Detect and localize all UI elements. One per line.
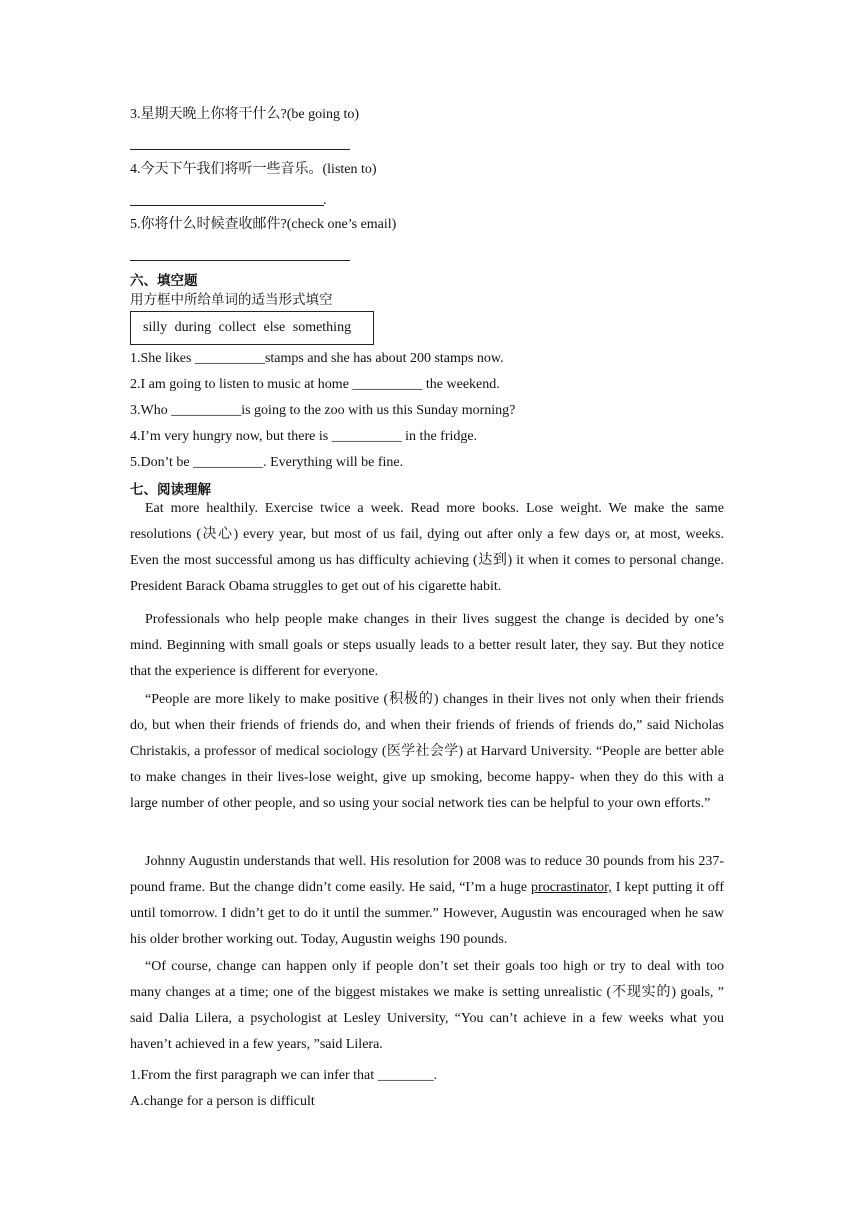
fill-item-1: 1.She likes __________stamps and she has about 200 stamps now. (130, 351, 504, 366)
fill-item-2: 2.I am going to listen to music at home __________ the weekend. (130, 377, 500, 392)
fill-item-3: 3.Who __________is going to the zoo with us this Sunday morning? (130, 403, 516, 418)
paragraph-4-after: I kept putting it off until tomorrow. I didn’t get to do it until the summer.” However, Augustin was encouraged when he saw his older brother working out. Today, Augustin weighs 190 pounds. (130, 880, 724, 947)
reading-paragraph-3: “People are more likely to make positive (积极的) changes in their lives not only when their friends do, but when their friends of friends do, and when their friends of friends of friends do,” said Nicholas Christakis, a professor of medical sociology (医学社会学) at Harvard University. “People are better able to make changes in their lives-lose weight, give up smoking, become happy- when they do this with a large number of other people, and so using your social network ties can be helpful to your own efforts.” (130, 692, 724, 811)
reading-paragraph-1: Eat more healthily. Exercise twice a week. Read more books. Lose weight. We make the same resolutions (决心) every year, but most of us fail, dying out after only a few days or, at most, weeks. Even the most successful among us has difficulty achieving (达到) it when it comes to personal change. President Barack Obama struggles to get out of his cigarette habit. (130, 501, 724, 594)
fill-item-4: 4.I’m very hungry now, but there is __________ in the fridge. (130, 429, 478, 444)
reading-paragraph-2: Professionals who help people make changes in their lives suggest the change is decided by one’s mind. Beginning with small goals or steps usually leads to a better result later, they say. But they notice that the experience is different for everyone. (130, 612, 724, 679)
translation-item-4: 4.今天下午我们将听一些音乐。(listen to) (130, 162, 377, 177)
word-box-words: silly during collect else something (143, 320, 352, 335)
fill-item-5: 5.Don’t be __________. Everything will be fine. (130, 455, 404, 470)
word-box (130, 311, 374, 345)
paragraph-4-before: Johnny Augustin understands that well. His resolution for 2008 was to reduce 30 pounds from his 237-pound frame. But the change didn’t come easily. He said, “I’m a huge (130, 854, 724, 895)
reading-paragraph-4 (130, 849, 724, 953)
translation-item-5: 5.你将什么时候查收邮件?(check one’s email) (130, 217, 397, 232)
question-1: 1.From the first paragraph we can infer that ________. (130, 1068, 438, 1083)
section-6-title: 六、填空题 (130, 273, 198, 289)
section-6-instruction: 用方框中所给单词的适当形式填空 (130, 292, 333, 308)
answer-line-3 (130, 149, 350, 150)
underlined-word-procrastinator: procrastinator, (531, 880, 612, 895)
answer-line-4-period: . (323, 193, 327, 208)
reading-paragraph-5: “Of course, change can happen only if people don’t set their goals too high or try to deal with too many changes at a time; one of the biggest mistakes we make is setting unrealistic (不现实的) goals, ” said Dalia Lilera, a psychologist at Lesley University, “You can’t achieve in a few weeks what you haven’t achieved in a few years, ”said Lilera. (130, 959, 724, 1052)
question-1-option-a: A.change for a person is difficult (130, 1094, 315, 1109)
answer-line-5 (130, 260, 350, 261)
section-7-title: 七、阅读理解 (130, 482, 211, 498)
translation-item-3: 3.星期天晚上你将干什么?(be going to) (130, 107, 360, 122)
answer-line-4 (130, 205, 324, 206)
